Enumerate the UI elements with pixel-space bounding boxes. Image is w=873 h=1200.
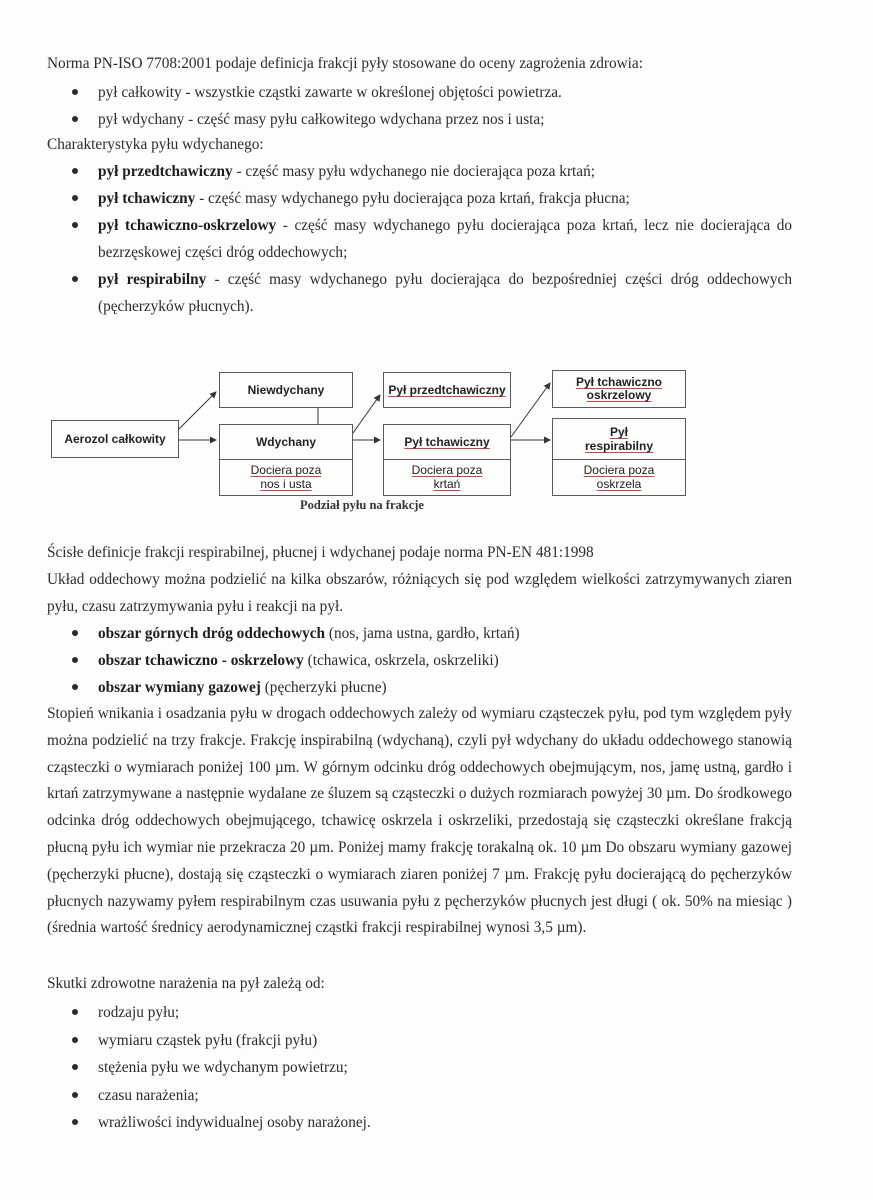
- bullet-icon: [72, 1092, 78, 1098]
- bullet-icon: [72, 657, 78, 663]
- list-item: wymiaru cząstek pyłu (frakcji pyłu): [47, 1027, 792, 1055]
- box-przedtchawiczny: Pył przedtchawiczny: [383, 372, 511, 408]
- box-wdychany: Wdychany: [219, 424, 353, 460]
- respiratory-system-paragraph: Układ oddechowy można podzielić na kilka obszarów, różniących się pod względem wielkości zatrzymywanych ziaren pyłu, czasu zatrzymywania pyłu i reakcji na pył.: [47, 571, 792, 615]
- areas-list: [47, 620, 792, 701]
- bullet-icon: [72, 684, 78, 690]
- list-item: pył respirabilny - część masy wdychanego pyłu docierająca do bezpośredniej części dróg oddechowych (pęcherzyków płucnych).: [47, 266, 792, 320]
- box-tchawiczno-oskrzelowy: Pył tchawiczno oskrzelowy: [552, 370, 686, 408]
- arrow-to-tchawiczno: [511, 383, 550, 437]
- bullet-icon: [72, 1037, 78, 1043]
- box-tchawiczny: Pył tchawiczny: [383, 424, 511, 460]
- box-niewdychany: Niewdychany: [219, 372, 353, 408]
- list-item: obszar tchawiczno - oskrzelowy (tchawica, oskrzela, oskrzeliki): [47, 647, 792, 674]
- list-item: obszar wymiany gazowej (pęcherzyki płucne): [47, 674, 792, 701]
- box-respirabilny-note: Dociera poza oskrzela: [552, 460, 686, 496]
- box-respirabilny: Pył respirabilny: [552, 418, 686, 460]
- list-item: czasu narażenia;: [47, 1082, 792, 1110]
- list-item: pył tchawiczno-oskrzelowy - część masy wdychanego pyłu docierająca poza krtań, lecz nie docierająca do bezrzęskowej części dróg oddechowych;: [47, 212, 792, 266]
- diagram-caption: Podział pyłu na frakcje: [300, 498, 424, 512]
- list-item: obszar górnych dróg oddechowych (nos, jama ustna, gardło, krtań): [47, 620, 792, 647]
- arrow-to-niewdychany: [178, 392, 216, 430]
- characteristics-heading: Charakterystyka pyłu wdychanego:: [47, 136, 264, 153]
- intro-paragraph: Norma PN-ISO 7708:2001 podaje definicja frakcji pyły stosowane do oceny zagrożenia zdrowia:: [47, 55, 643, 72]
- list-item: stężenia pyłu we wdychanym powietrzu;: [47, 1054, 792, 1082]
- bullet-icon: [72, 1064, 78, 1070]
- bullet-icon: [72, 1119, 78, 1125]
- list-item: pył tchawiczny - część masy wdychanego pyłu docierająca poza krtań, frakcja płucna;: [47, 185, 792, 212]
- bullet-icon: [72, 630, 78, 636]
- health-effects-list: [47, 999, 792, 1137]
- list-item: pył przedtchawiczny - część masy pyłu wdychanego nie docierająca poza krtań;: [47, 158, 792, 185]
- box-aerozol: Aerozol całkowity: [51, 420, 179, 458]
- list-item: rodzaju pyłu;: [47, 999, 792, 1027]
- list-item: pył wdychany - część masy pyłu całkowitego wdychana przez nos i usta;: [47, 106, 792, 133]
- box-tchawiczny-note: Dociera poza krtań: [383, 460, 511, 496]
- list-item: wrażliwości indywidualnej osoby narażonej.: [47, 1109, 792, 1137]
- norm-paragraph: Ścisłe definicje frakcji respirabilnej, płucnej i wdychanej podaje norma PN-EN 481:1998: [47, 544, 594, 561]
- penetration-paragraph: Stopień wnikania i osadzania pyłu w drogach oddechowych zależy od wymiaru cząsteczek pyłu, pod tym względem pyły można podzielić na trzy frakcje. Frakcję inspirabilną (wdychaną), czyli pył wdychany do układu oddechowego stanowią cząsteczki o wymiarach poniżej 100 µm. W górnym odcinku dróg oddechowych obejmującym, nos, jamę ustną, gardło i krtań zatrzymywane a następnie wydalane ze śluzem są cząsteczki o dużych rozmiarach powyżej 30 µm. Do środkowego odcinka dróg oddechowych obejmującego, tchawicę oskrzela i oskrzeliki, przedostają się cząsteczki określane frakcją płucną pyłu ich wymiar nie przekracza 20 µm. Poniżej mamy frakcję torakalną ok. 10 µm Do obszaru wymiany gazowej (pęcherzyki płucne), dostają się cząsteczki o wymiarach ziaren poniżej 7 µm. Frakcję pyłu docierającą do pęcherzyków płucnych nazywamy pyłem respirabilnym czas usuwania pyłu z pęcherzyków płucnych jest długi ( ok. 50% na miesiąc ) (średnia wartość średnicy aerodynamicznej cząstki frakcji respirabilnej wynosi 3,5 µm).: [47, 705, 792, 937]
- box-wdychany-note: Dociera poza nos i usta: [219, 460, 353, 496]
- bullet-icon: [72, 1009, 78, 1015]
- list-item: pył całkowity - wszystkie cząstki zawarte w określonej objętości powietrza.: [47, 79, 792, 106]
- health-effects-heading: Skutki zdrowotne narażenia na pył zależą od:: [47, 975, 325, 992]
